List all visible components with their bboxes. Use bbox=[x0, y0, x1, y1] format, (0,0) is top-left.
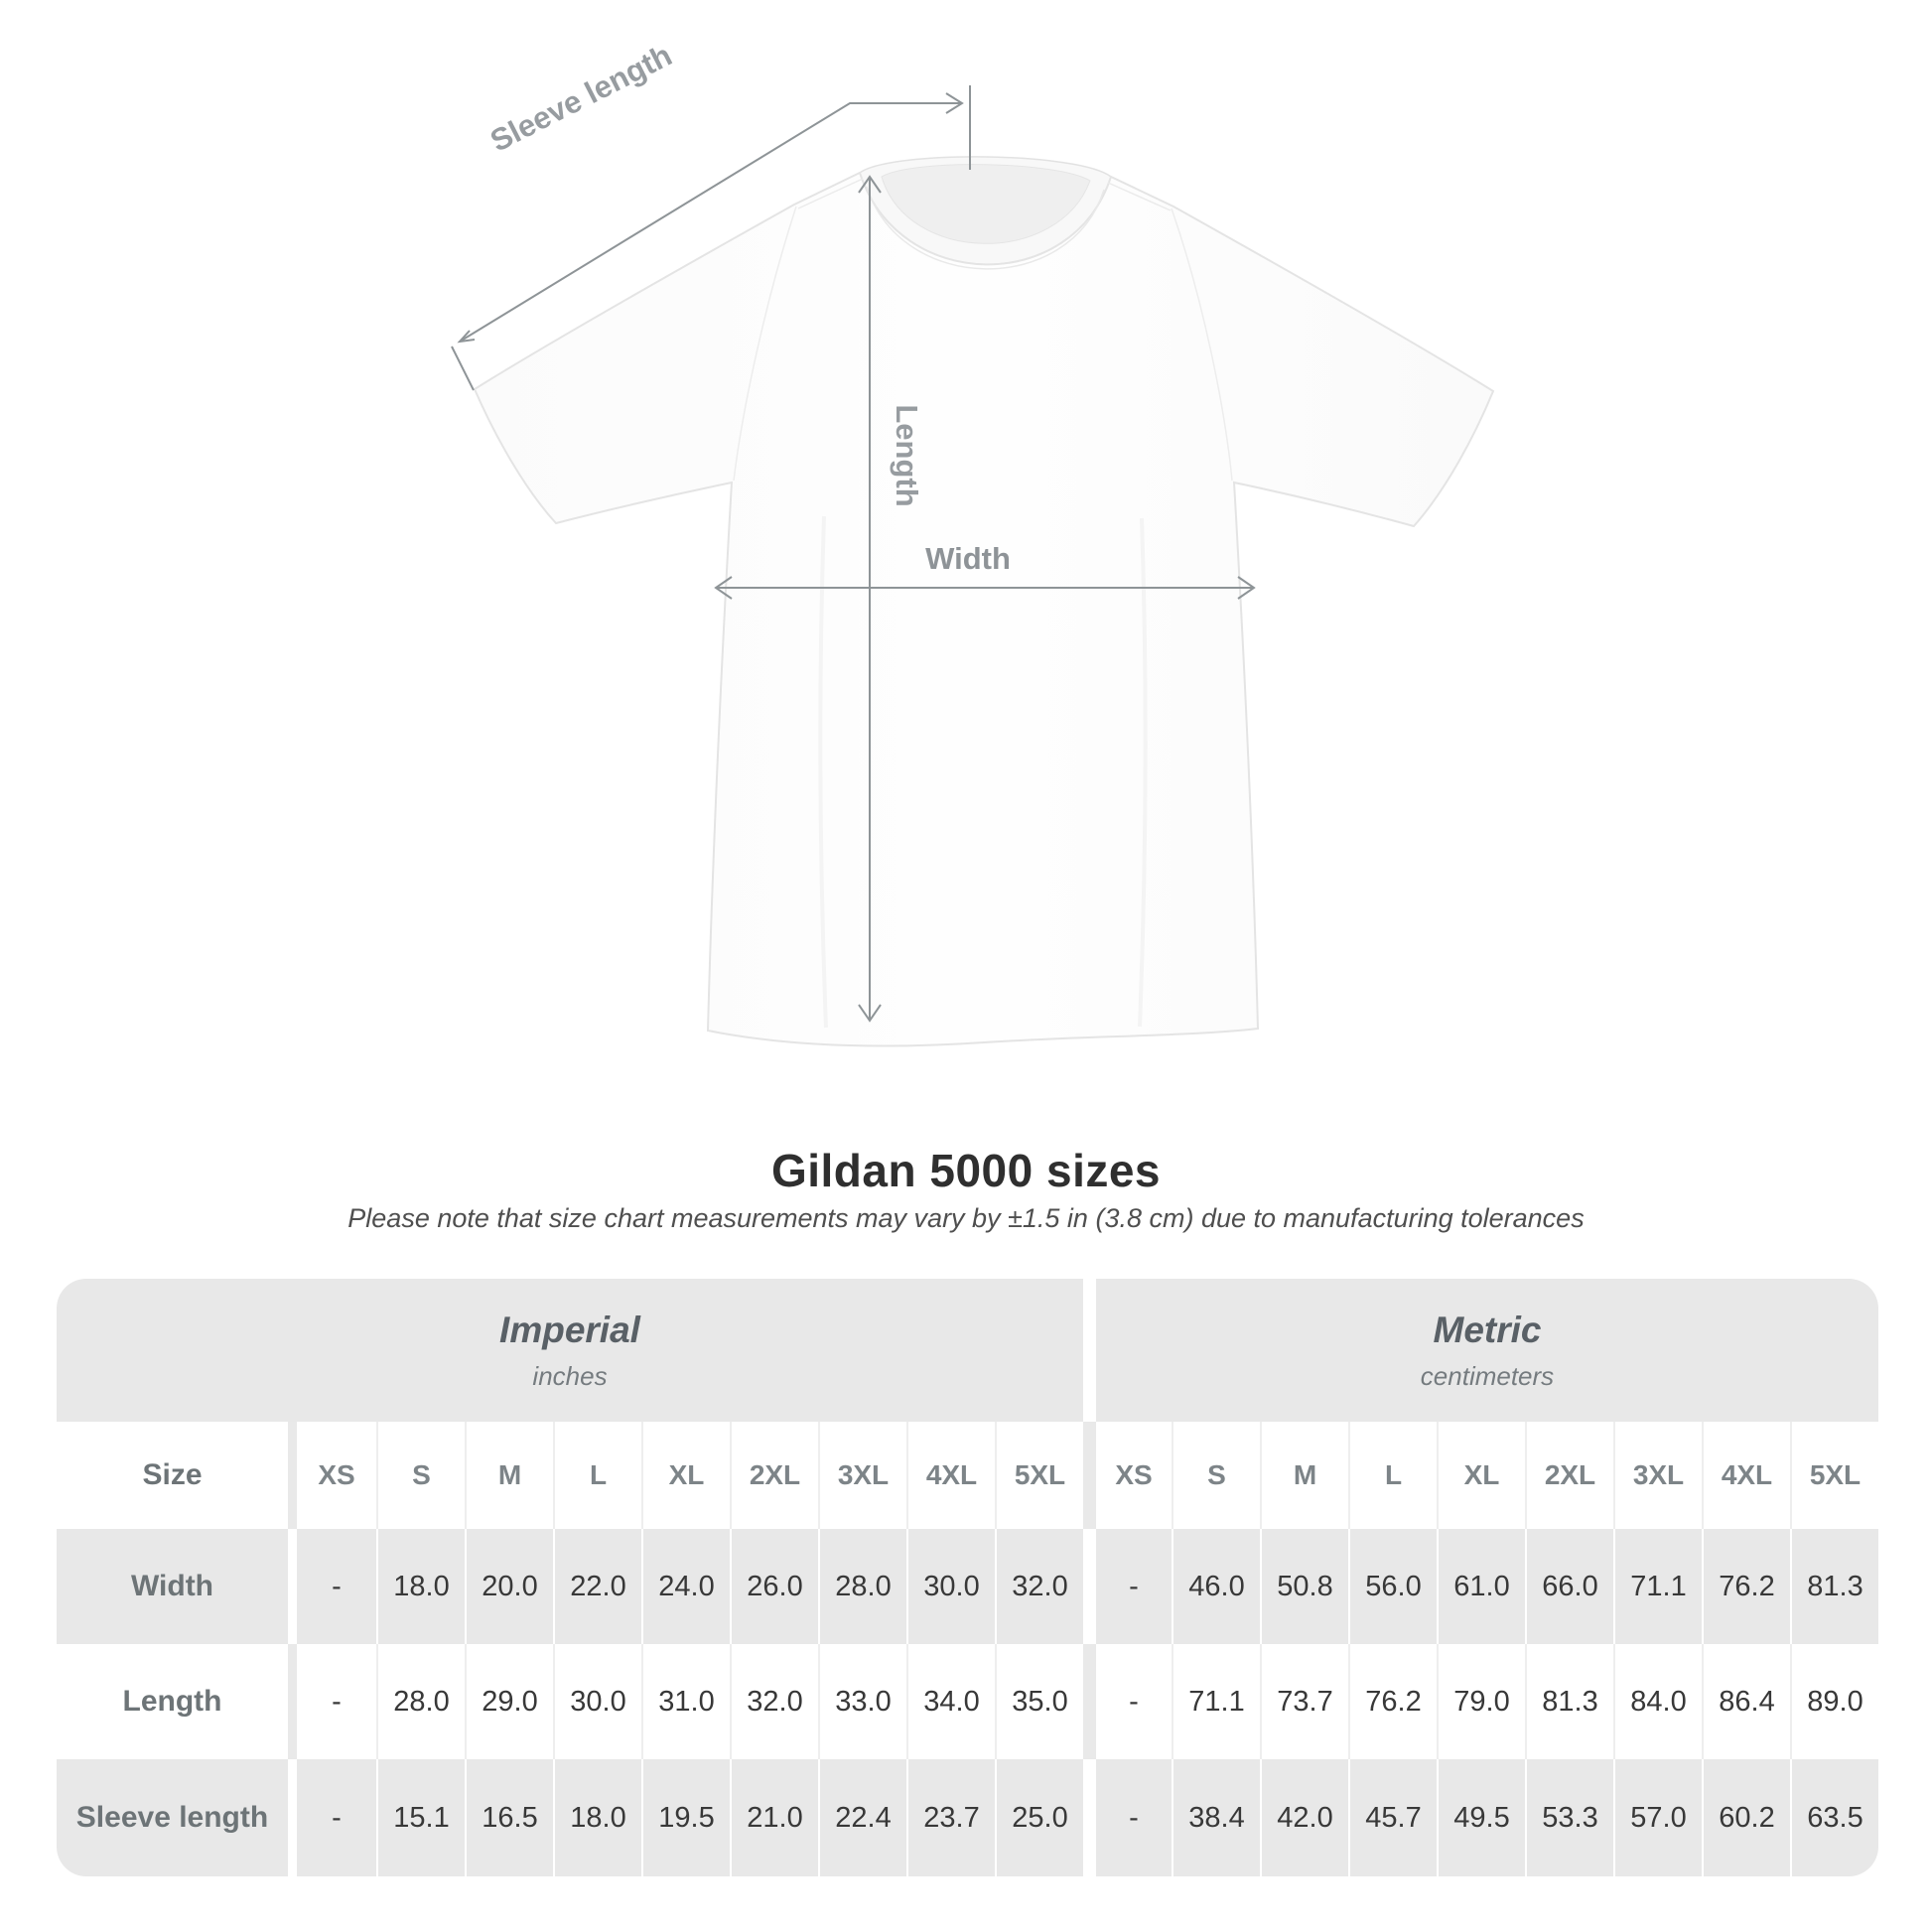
size-cell: 4XL bbox=[906, 1422, 995, 1529]
tshirt-illustration bbox=[475, 157, 1493, 1046]
value-cell: 31.0 bbox=[641, 1644, 730, 1759]
value-cell: 26.0 bbox=[730, 1529, 818, 1644]
value-cell: 61.0 bbox=[1437, 1529, 1525, 1644]
value-cell: 18.0 bbox=[376, 1529, 465, 1644]
length-label: Length bbox=[890, 404, 924, 507]
size-cell: 3XL bbox=[1613, 1422, 1702, 1529]
row-label: Width bbox=[57, 1529, 288, 1644]
size-cell: S bbox=[376, 1422, 465, 1529]
value-cell: 76.2 bbox=[1702, 1529, 1790, 1644]
size-row-label: Size bbox=[57, 1422, 288, 1529]
value-cell: 22.4 bbox=[818, 1759, 906, 1876]
value-cell: 38.4 bbox=[1172, 1759, 1260, 1876]
value-cell: 24.0 bbox=[641, 1529, 730, 1644]
value-cell: 32.0 bbox=[995, 1529, 1083, 1644]
value-cell: 20.0 bbox=[465, 1529, 553, 1644]
value-cell: 79.0 bbox=[1437, 1644, 1525, 1759]
sleeve-end-tick bbox=[452, 346, 474, 390]
value-cell: 81.3 bbox=[1525, 1644, 1613, 1759]
value-cell: - bbox=[1083, 1759, 1172, 1876]
value-cell: 42.0 bbox=[1260, 1759, 1348, 1876]
value-cell: 84.0 bbox=[1613, 1644, 1702, 1759]
value-cell: - bbox=[288, 1529, 376, 1644]
value-cell: 30.0 bbox=[906, 1529, 995, 1644]
size-table bbox=[57, 1279, 1878, 1876]
value-cell: 29.0 bbox=[465, 1644, 553, 1759]
value-cell: - bbox=[1083, 1529, 1172, 1644]
tolerance-note: Please note that size chart measurements may vary by ±1.5 in (3.8 cm) due to manufacturing tolerances bbox=[347, 1203, 1585, 1233]
width-label: Width bbox=[925, 541, 1011, 576]
size-header-row bbox=[57, 1422, 1878, 1529]
value-cell: 28.0 bbox=[818, 1529, 906, 1644]
sleeve-length-label: Sleeve length bbox=[484, 37, 678, 159]
row-label: Sleeve length bbox=[57, 1759, 288, 1876]
value-cell: 28.0 bbox=[376, 1644, 465, 1759]
table-row-length bbox=[57, 1644, 1878, 1759]
value-cell: 57.0 bbox=[1613, 1759, 1702, 1876]
size-cell: 2XL bbox=[730, 1422, 818, 1529]
value-cell: 46.0 bbox=[1172, 1529, 1260, 1644]
size-cell: L bbox=[553, 1422, 641, 1529]
value-cell: 66.0 bbox=[1525, 1529, 1613, 1644]
value-cell: 33.0 bbox=[818, 1644, 906, 1759]
value-cell: 15.1 bbox=[376, 1759, 465, 1876]
value-cell: 53.3 bbox=[1525, 1759, 1613, 1876]
value-cell: 45.7 bbox=[1348, 1759, 1437, 1876]
value-cell: - bbox=[1083, 1644, 1172, 1759]
size-cell: 3XL bbox=[818, 1422, 906, 1529]
size-cell: XL bbox=[1437, 1422, 1525, 1529]
value-cell: 73.7 bbox=[1260, 1644, 1348, 1759]
metric-header bbox=[1083, 1279, 1878, 1422]
value-cell: 22.0 bbox=[553, 1529, 641, 1644]
imperial-header bbox=[57, 1279, 1083, 1422]
value-cell: 76.2 bbox=[1348, 1644, 1437, 1759]
value-cell: 63.5 bbox=[1790, 1759, 1878, 1876]
size-cell: S bbox=[1172, 1422, 1260, 1529]
value-cell: 71.1 bbox=[1613, 1529, 1702, 1644]
value-cell: 32.0 bbox=[730, 1644, 818, 1759]
unit-header-row bbox=[57, 1279, 1878, 1422]
size-cell: M bbox=[465, 1422, 553, 1529]
value-cell: 35.0 bbox=[995, 1644, 1083, 1759]
imperial-title: Imperial bbox=[499, 1309, 640, 1350]
table-row-width bbox=[57, 1529, 1878, 1644]
value-cell: 21.0 bbox=[730, 1759, 818, 1876]
value-cell: 34.0 bbox=[906, 1644, 995, 1759]
value-cell: 71.1 bbox=[1172, 1644, 1260, 1759]
value-cell: 49.5 bbox=[1437, 1759, 1525, 1876]
value-cell: 60.2 bbox=[1702, 1759, 1790, 1876]
value-cell: 50.8 bbox=[1260, 1529, 1348, 1644]
value-cell: 23.7 bbox=[906, 1759, 995, 1876]
size-cell: XS bbox=[1083, 1422, 1172, 1529]
value-cell: 16.5 bbox=[465, 1759, 553, 1876]
metric-subtitle: centimeters bbox=[1420, 1360, 1555, 1391]
size-cell: L bbox=[1348, 1422, 1437, 1529]
size-cell: 2XL bbox=[1525, 1422, 1613, 1529]
value-cell: 86.4 bbox=[1702, 1644, 1790, 1759]
size-cell: 5XL bbox=[995, 1422, 1083, 1529]
size-cell: 4XL bbox=[1702, 1422, 1790, 1529]
value-cell: 81.3 bbox=[1790, 1529, 1878, 1644]
size-cell: XL bbox=[641, 1422, 730, 1529]
size-cell: M bbox=[1260, 1422, 1348, 1529]
metric-title: Metric bbox=[1433, 1309, 1542, 1350]
imperial-subtitle: inches bbox=[532, 1360, 608, 1391]
size-cell: XS bbox=[288, 1422, 376, 1529]
tshirt-body bbox=[475, 173, 1493, 1046]
value-cell: 25.0 bbox=[995, 1759, 1083, 1876]
value-cell: 30.0 bbox=[553, 1644, 641, 1759]
value-cell: 89.0 bbox=[1790, 1644, 1878, 1759]
value-cell: 56.0 bbox=[1348, 1529, 1437, 1644]
value-cell: 18.0 bbox=[553, 1759, 641, 1876]
size-cell: 5XL bbox=[1790, 1422, 1878, 1529]
table-row-sleeve-length bbox=[57, 1759, 1878, 1876]
value-cell: - bbox=[288, 1759, 376, 1876]
page-title: Gildan 5000 sizes bbox=[770, 1145, 1162, 1196]
value-cell: 19.5 bbox=[641, 1759, 730, 1876]
row-label: Length bbox=[57, 1644, 288, 1759]
value-cell: - bbox=[288, 1644, 376, 1759]
